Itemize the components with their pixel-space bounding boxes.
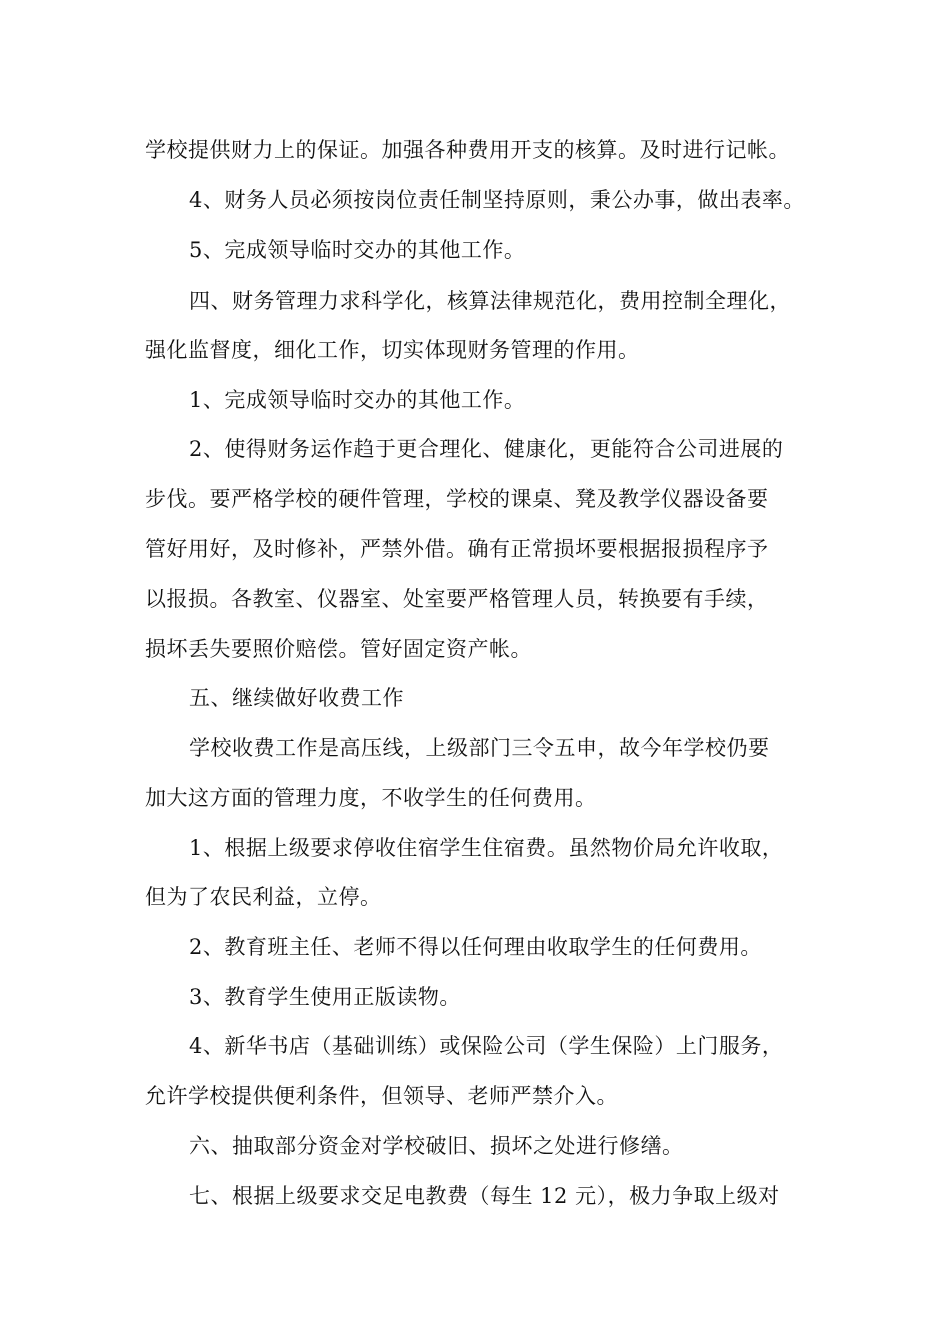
text-line: 2、使得财务运作趋于更合理化、健康化，更能符合公司进展的 <box>189 437 784 461</box>
text-line: 1、根据上级要求停收住宿学生住宿费。虽然物价局允许收取， <box>189 836 784 860</box>
text-line: 但为了农民利益，立停。 <box>145 885 382 909</box>
text-line: 强化监督度，细化工作，切实体现财务管理的作用。 <box>145 338 640 362</box>
text-line: 步伐。要严格学校的硬件管理，学校的课桌、凳及教学仪器设备要 <box>145 487 769 511</box>
text-line: 加大这方面的管理力度，不收学生的任何费用。 <box>145 786 597 810</box>
text-line: 学校收费工作是高压线，上级部门三令五申，故今年学校仍要 <box>189 736 770 760</box>
text-line: 学校提供财力上的保证。加强各种费用开支的核算。及时进行记帐。 <box>145 138 790 162</box>
text-line: 4、新华书店（基础训练）或保险公司（学生保险）上门服务， <box>189 1034 784 1058</box>
text-line: 四、财务管理力求科学化，核算法律规范化，费用控制全理化， <box>189 289 791 313</box>
text-line: 七、根据上级要求交足电教费（每生 12 元），极力争取上级对 <box>189 1184 780 1208</box>
text-line: 六、抽取部分资金对学校破旧、损坏之处进行修缮。 <box>189 1134 684 1158</box>
text-line: 2、教育班主任、老师不得以任何理由收取学生的任何费用。 <box>189 935 762 959</box>
text-line: 以报损。各教室、仪器室、处室要严格管理人员，转换要有手续， <box>145 587 769 611</box>
text-line: 损坏丢失要照价赔偿。管好固定资产帐。 <box>145 637 532 661</box>
text-line: 允许学校提供便利条件，但领导、老师严禁介入。 <box>145 1084 618 1108</box>
text-line: 1、完成领导临时交办的其他工作。 <box>189 388 526 412</box>
text-line: 5、完成领导临时交办的其他工作。 <box>189 238 526 262</box>
text-line: 4、财务人员必须按岗位责任制坚持原则，秉公办事，做出表率。 <box>189 188 805 212</box>
text-line: 五、继续做好收费工作 <box>189 686 404 710</box>
text-line: 3、教育学生使用正版读物。 <box>189 985 461 1009</box>
text-line: 管好用好，及时修补，严禁外借。确有正常损坏要根据报损程序予 <box>145 537 769 561</box>
